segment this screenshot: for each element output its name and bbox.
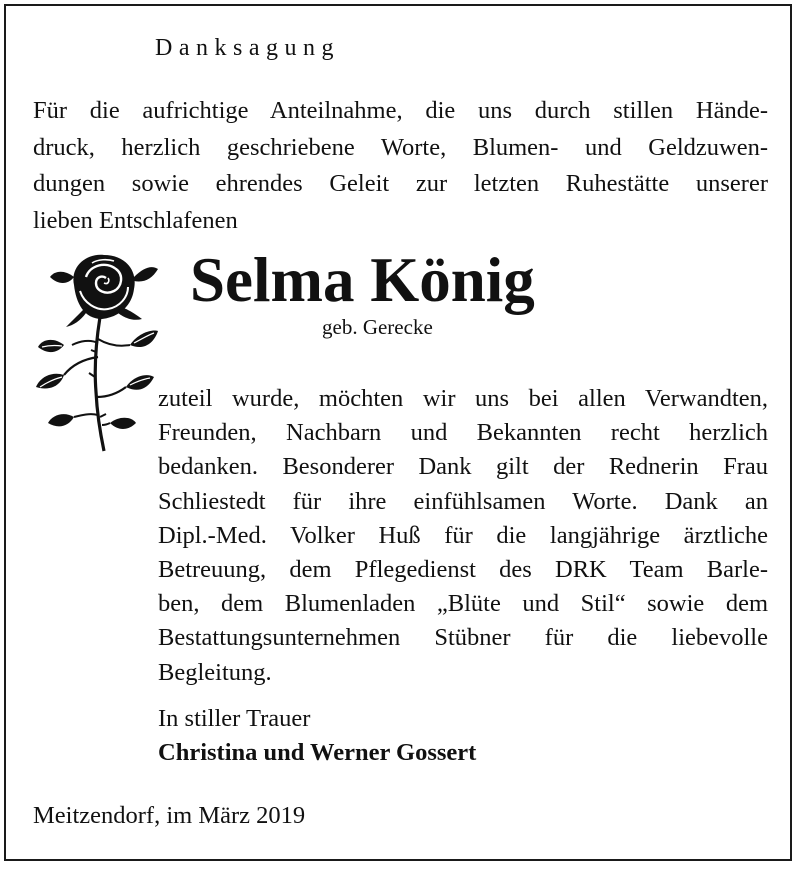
body-line: ben, dem Blumenladen „Blüte und Stil“ sowie dem (158, 590, 768, 618)
place-date: Meitzendorf, im März 2019 (33, 802, 306, 829)
body-line: Schliestedt für ihre einfühlsamen Worte. Dank an (158, 487, 768, 515)
deceased-name: Selma König (190, 245, 535, 315)
body-line: zuteil wurde, möchten wir uns bei allen Verwandten, (158, 385, 768, 412)
intro-paragraph (33, 93, 768, 239)
intro-line: dungen sowie ehrendes Geleit zur letzten Ruhestätte unserer (33, 170, 768, 197)
maiden-name: geb. Gerecke (322, 315, 433, 339)
intro-line: lieben Entschlafenen (33, 206, 238, 234)
body-line: bedanken. Besonderer Dank gilt der Rednerin Frau (158, 453, 768, 481)
intro-line: druck, herzlich geschriebene Worte, Blumen- und Geldzuwen- (33, 133, 768, 161)
closing-phrase: In stiller Trauer (158, 705, 311, 732)
body-line: Bestattungsunternehmen Stübner für die liebevolle (158, 624, 768, 652)
body-line: Begleitung. (158, 658, 272, 686)
notice-heading: Danksagung (155, 35, 340, 61)
body-line: Dipl.-Med. Volker Huß für die langjährige ärztliche (158, 521, 768, 549)
family-signature: Christina und Werner Gossert (158, 739, 477, 766)
thanks-paragraph (158, 382, 768, 690)
body-line: Betreuung, dem Pflegedienst des DRK Team Barle- (158, 556, 768, 584)
rose-icon (34, 247, 160, 453)
body-line: Freunden, Nachbarn und Bekannten recht herzlich (158, 419, 768, 447)
intro-line: Für die aufrichtige Anteilnahme, die uns durch stillen Hände- (33, 97, 768, 124)
